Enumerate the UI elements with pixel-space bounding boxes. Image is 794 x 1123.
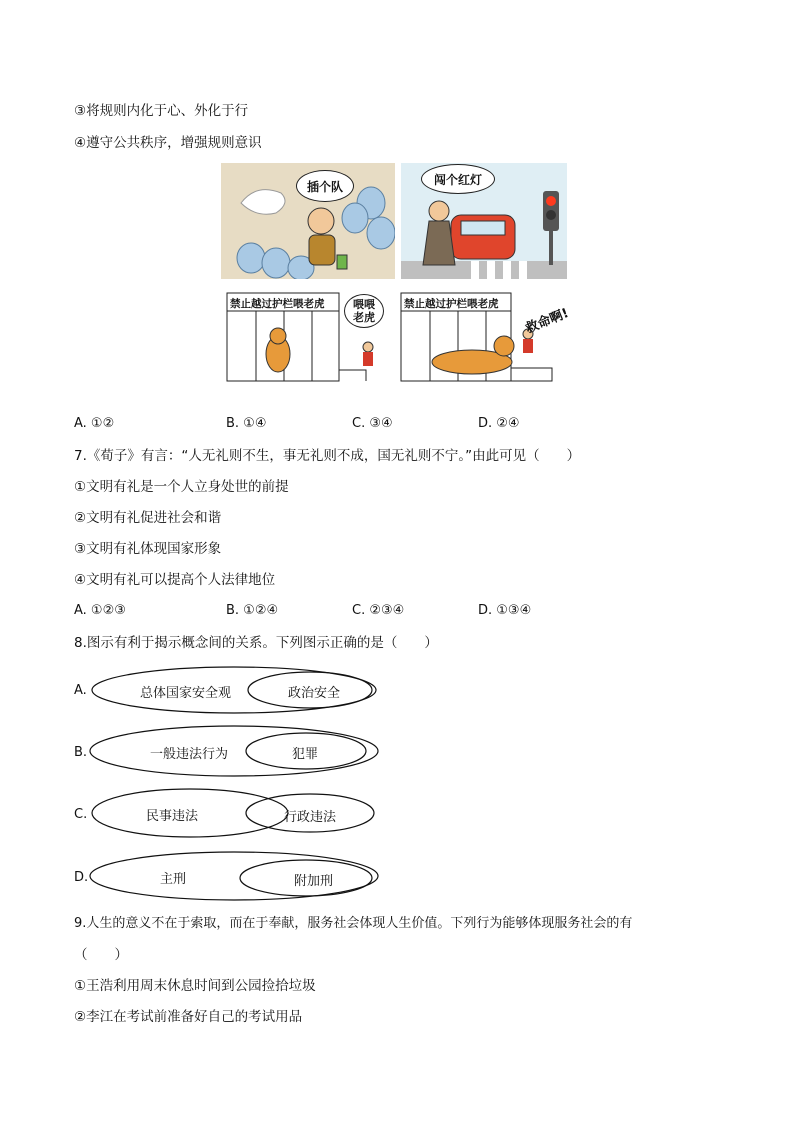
diagram-b-outer-label: 一般违法行为 bbox=[150, 747, 229, 762]
q6-item-3: ③将规则内化于心、外化于行 bbox=[74, 103, 249, 119]
q9-item-2: ②李江在考试前准备好自己的考试用品 bbox=[74, 1009, 303, 1025]
speech-bubble-feed-tiger: 喂喂老虎 bbox=[344, 294, 384, 328]
diagram-d-outer-ellipse bbox=[90, 852, 378, 900]
speech-bubble-run-red-light: 闯个红灯 bbox=[421, 164, 495, 194]
warning-sign-1: 禁止越过护栏喂老虎 bbox=[230, 298, 325, 310]
q7-item-4: ④文明有礼可以提高个人法律地位 bbox=[74, 572, 276, 588]
diagram-a-inner-label: 政治安全 bbox=[288, 686, 341, 701]
q7-item-1: ①文明有礼是一个人立身处世的前提 bbox=[74, 479, 289, 495]
q6-option-c[interactable]: C. ③④ bbox=[352, 416, 393, 431]
diagram-c-left-label: 民事违法 bbox=[146, 809, 199, 824]
q7-item-3: ③文明有礼体现国家形象 bbox=[74, 541, 222, 557]
speech-bubble-cut-queue: 插个队 bbox=[296, 170, 354, 202]
q9-stem-line1: 9.人生的意义不在于索取，而在于奉献，服务社会体现人生价值。下列行为能够体现服务社会的有 bbox=[74, 916, 633, 931]
q8-stem: 8.图示有利于揭示概念间的关系。下列图示正确的是（ ） bbox=[74, 635, 438, 651]
q7-option-d[interactable]: D. ①③④ bbox=[478, 603, 532, 618]
q9-item-1: ①王浩利用周末休息时间到公园捡拾垃圾 bbox=[74, 978, 316, 994]
diagram-a-outer-label: 总体国家安全观 bbox=[140, 686, 232, 701]
q6-item-4: ④遵守公共秩序，增强规则意识 bbox=[74, 135, 262, 151]
q7-option-a[interactable]: A. ①②③ bbox=[74, 603, 126, 618]
diagram-a-letter[interactable]: A. bbox=[74, 683, 87, 698]
q6-option-a[interactable]: A. ①② bbox=[74, 416, 115, 431]
diagram-b-inner-label: 犯罪 bbox=[292, 747, 319, 762]
diagram-c-letter[interactable]: C. bbox=[74, 807, 88, 822]
warning-sign-2: 禁止越过护栏喂老虎 bbox=[404, 298, 499, 310]
diagram-d-inner-label: 附加刑 bbox=[294, 874, 334, 889]
diagram-b-outer-ellipse bbox=[90, 726, 378, 776]
q9-stem-line2: （ ） bbox=[74, 947, 128, 963]
diagram-d-letter[interactable]: D. bbox=[74, 870, 89, 885]
help-shout: 救命啊! bbox=[523, 305, 571, 337]
q6-option-d[interactable]: D. ②④ bbox=[478, 416, 520, 431]
diagram-c-right-label: 行政违法 bbox=[284, 810, 337, 825]
q7-option-c[interactable]: C. ②③④ bbox=[352, 603, 405, 618]
q7-item-2: ②文明有礼促进社会和谐 bbox=[74, 510, 222, 526]
q7-option-b[interactable]: B. ①②④ bbox=[226, 603, 279, 618]
diagram-d-outer-label: 主刑 bbox=[160, 872, 187, 887]
diagram-b-letter[interactable]: B. bbox=[74, 745, 88, 760]
q7-stem: 7.《荀子》有言：“人无礼则不生，事无礼则不成，国无礼则不宁。”由此可见（ ） bbox=[74, 448, 581, 464]
q6-option-b[interactable]: B. ①④ bbox=[226, 416, 267, 431]
